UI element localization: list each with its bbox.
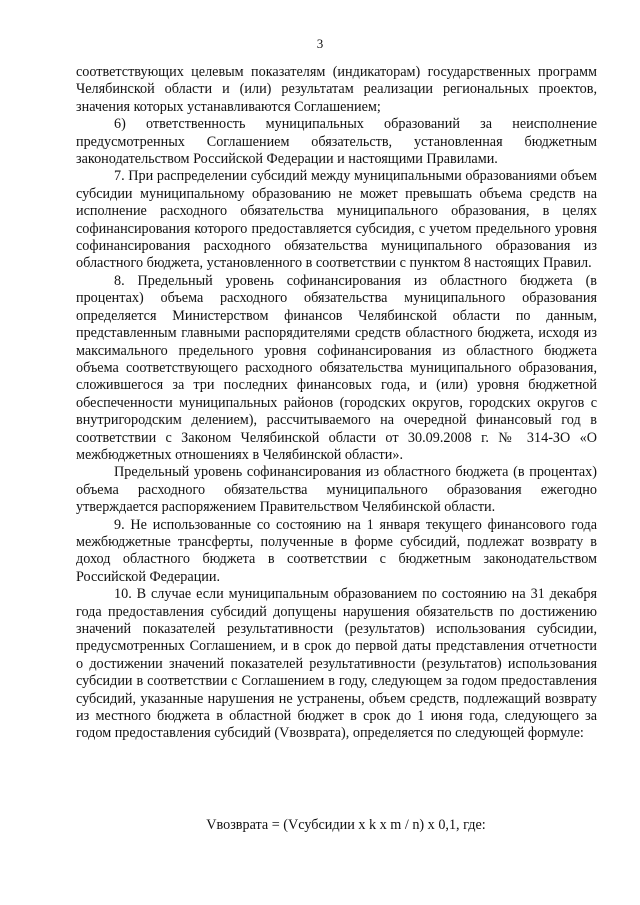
document-body — [76, 64, 597, 743]
paragraph-continuation: соответствующих целевым показателям (индикаторам) государственных программ Челябинской области и (или) результатам реализации региональных проектов, значения которых устанавливаются Соглашением; — [76, 64, 597, 115]
paragraph-item-7: 7. При распределении субсидий между муниципальными образованиями объем субсидии муниципальному образованию не может превышать объема средств на исполнение расходного обязательства муниципального образования, в целях софинансирования которого предоставляется субсидия, с учетом предельного уровня софинансирования расходного обязательства муниципального образования из областного бюджета, установленного в соответствии с пунктом 8 настоящих Правил. — [76, 168, 597, 272]
page-number: 3 — [316, 36, 324, 51]
paragraph-item-9: 9. Не использованные со состоянию на 1 января текущего финансового года межбюджетные трансферты, полученные в форме субсидий, подлежат возврату в доход областного бюджета в соответствии с бюджетным законодательством Российской Федерации. — [76, 516, 597, 585]
paragraph-item-6: 6) ответственность муниципальных образований за неисполнение предусмотренных Соглашением обязательств, установленная бюджетным законодательством Российской Федерации и настоящими Правилами. — [76, 116, 597, 168]
paragraph-item-8: 8. Предельный уровень софинансирования из областного бюджета (в процентах) объема расходного обязательства муниципального образования определяется Министерством финансов Челябинской области по данным, представленным главными распорядителями средств областного бюджета, исходя из максимального предельного уровня софинансирования из областного бюджета объема соответствующего расходного обязательства муниципального образования, сложившегося за три последних финансовых года, и (или) уровня бюджетной обеспеченности муниципальных районов (городских округов, городских округов с внутригородским делением), рассчитываемого на очередной финансовый год в соответствии с Законом Челябинской области от 30.09.2008 г. № 314-ЗО «О межбюджетных отношениях в Челябинской области». — [76, 272, 597, 463]
paragraph-item-8-limit: Предельный уровень софинансирования из областного бюджета (в процентах) объема расходного обязательства муниципального образования ежегодно утверждается распоряжением Правительством Челябинской области. — [76, 464, 597, 516]
paragraph-item-10: 10. В случае если муниципальным образованием по состоянию на 31 декабря года предоставления субсидий допущены нарушения обязательств по достижению значений показателей результативности (результатов) использования субсидии, предусмотренных Соглашением, и в срок до первой даты представления отчетности о достижении значений показателей результативности (результатов) использования субсидии в соответствии с Соглашением в году, следующем за годом предоставления субсидий, указанные нарушения не устранены, объем средств, подлежащий возврату из местного бюджета в областной бюджет в срок до 1 июня года, следующего за годом предоставления субсидий (Vвозврата), определяется по следующей формуле: — [76, 586, 597, 742]
refund-formula: Vвозврата = (Vсубсидии x k x m / n) x 0,1, где: — [206, 817, 486, 833]
